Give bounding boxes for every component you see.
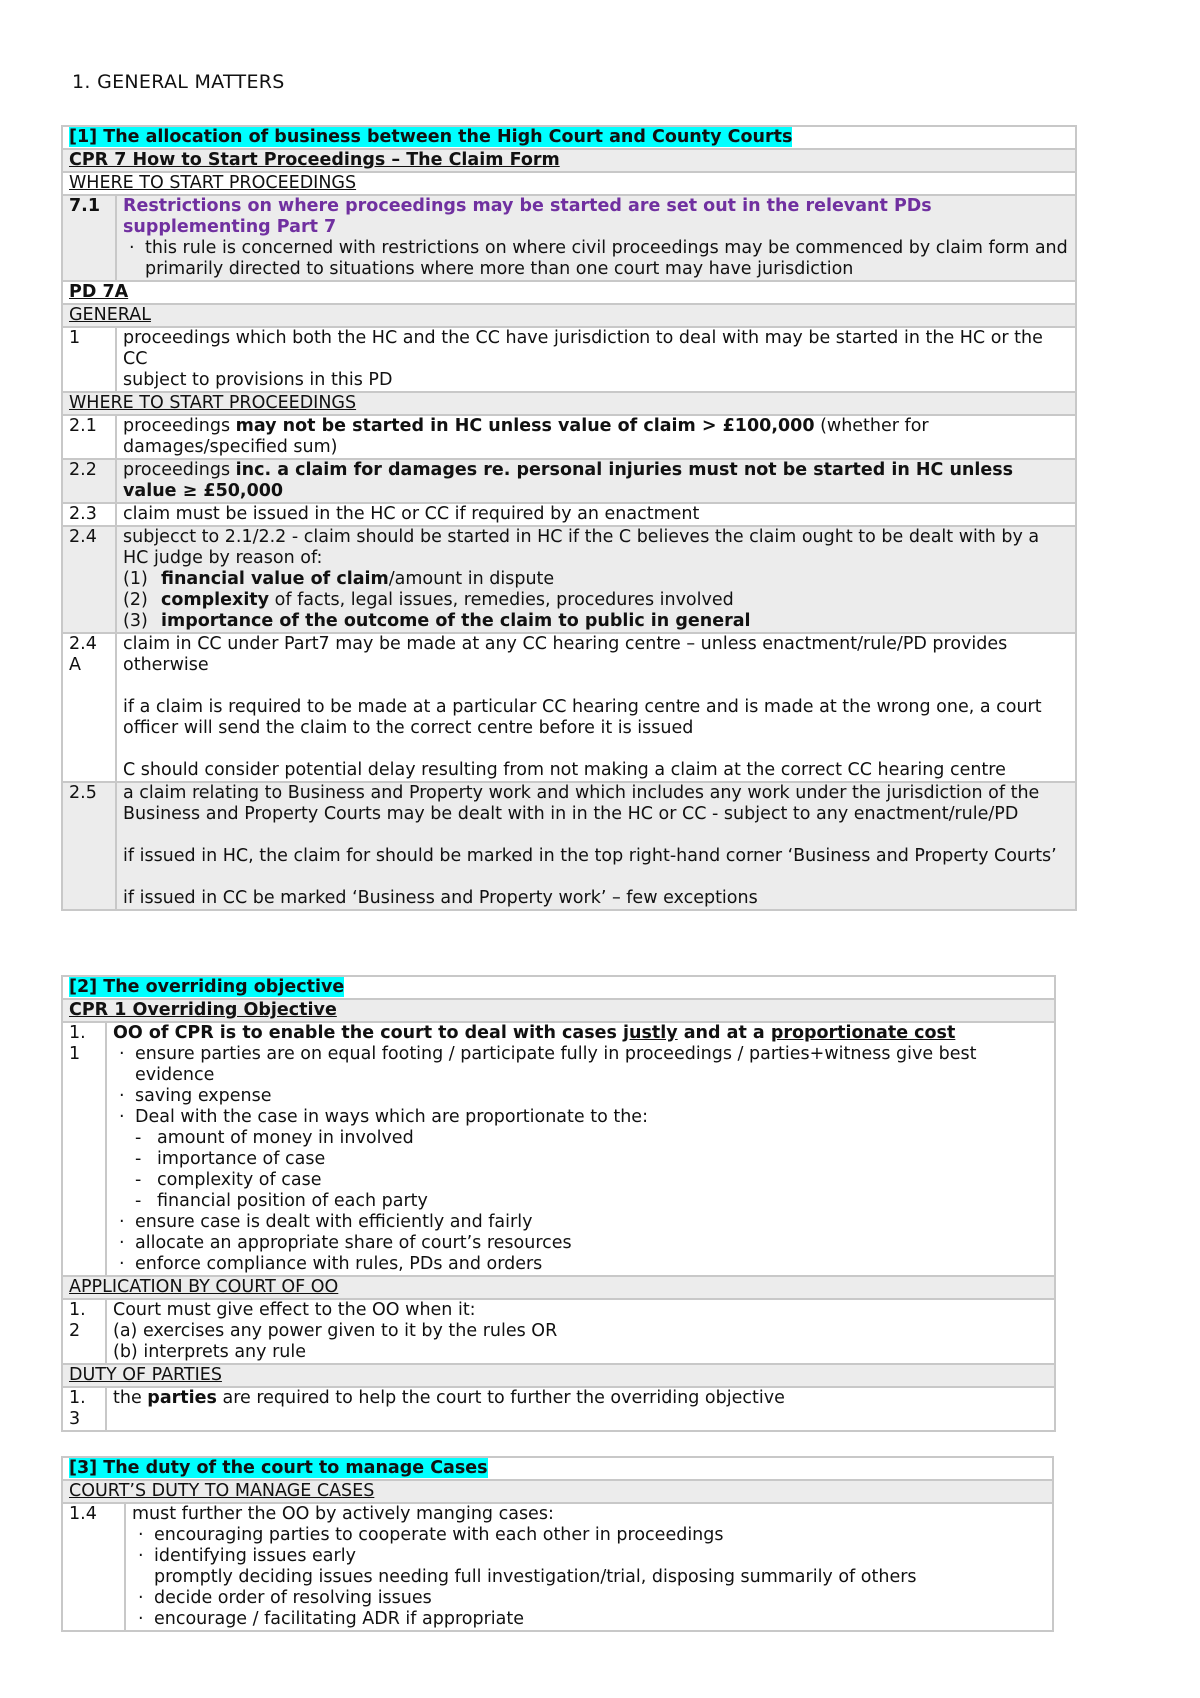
pd-1-line1: proceedings which both the HC and the CC have jurisdiction to deal with may be started in the HC or the CC bbox=[123, 328, 1043, 369]
oo-bullet-3 bbox=[113, 1107, 1048, 1128]
pd-1-num: 1 bbox=[62, 327, 116, 392]
rule-1-1-num: 1. 1 bbox=[62, 1022, 106, 1276]
where-to-start-label-2: WHERE TO START PROCEEDINGS bbox=[62, 392, 1076, 415]
cpr7-title: CPR 7 How to Start Proceedings – The Claim Form bbox=[62, 149, 1076, 172]
pd-2-5-content bbox=[116, 782, 1076, 910]
r13-a: the bbox=[113, 1388, 148, 1408]
pd-1-content bbox=[116, 327, 1076, 392]
pd-2-3-content: claim must be issued in the HC or CC if required by an enactment bbox=[116, 503, 1076, 526]
section-1-heading-cell bbox=[62, 126, 1076, 149]
oo-dash-3: - complexity of case bbox=[113, 1170, 1048, 1191]
section-2-table bbox=[61, 975, 1056, 1432]
pd-2-4a-num: 2.4 A bbox=[62, 633, 116, 782]
rule-1-3-content bbox=[106, 1387, 1055, 1431]
page-title: 1. GENERAL MATTERS bbox=[72, 71, 285, 93]
oo-text-proportionate: proportionate cost bbox=[770, 1023, 956, 1043]
pd-1-line2: subject to provisions in this PD bbox=[123, 370, 393, 390]
manage-bullet-2: · identifying issues early bbox=[132, 1546, 1046, 1567]
pd-2-1-content bbox=[116, 415, 1076, 459]
section-1-table bbox=[61, 125, 1077, 911]
rule-1-4-content bbox=[125, 1503, 1053, 1631]
oo-bullet-5: · allocate an appropriate share of court’s resources bbox=[113, 1233, 1048, 1254]
item-num: (3) bbox=[123, 611, 148, 631]
rule-1-3-num: 1. 3 bbox=[62, 1387, 106, 1431]
pd-2-5-para1: a claim relating to Business and Property work and which includes any work under the jurisdiction of the Business and Property Courts may be dealt with in in the HC or CC - subject to any enactment/rule/PD bbox=[123, 783, 1040, 824]
pd-2-1-num: 2.1 bbox=[62, 415, 116, 459]
manage-plain-line: promptly deciding issues needing full investigation/trial, disposing summarily of others bbox=[154, 1567, 917, 1587]
rule-1-2-line1: Court must give effect to the OO when it: bbox=[113, 1300, 476, 1320]
manage-bullet-4: · encourage / facilitating ADR if appropriate bbox=[132, 1609, 1046, 1630]
item-num: (2) bbox=[123, 590, 148, 610]
oo-dash-1: - amount of money in involved bbox=[113, 1128, 1048, 1149]
item-rest: /amount in dispute bbox=[388, 569, 555, 589]
oo-bullet-3-text: Deal with the case in ways which are proportionate to the: bbox=[135, 1107, 648, 1127]
oo-text-1: OO of CPR is to enable the court to deal with cases bbox=[113, 1023, 623, 1043]
item-num: (1) bbox=[123, 569, 148, 589]
pd7a-title: PD 7A bbox=[62, 281, 1076, 304]
rule-1-1-content bbox=[106, 1022, 1055, 1276]
pd-2-5-para3: if issued in CC be marked ‘Business and Property work’ – few exceptions bbox=[123, 888, 758, 908]
rule-7-1-bullet: · this rule is concerned with restrictions on where civil proceedings may be commenced by claim form and primarily directed to situations where more than one court may have jurisdiction bbox=[123, 238, 1069, 280]
r13-b: parties bbox=[147, 1388, 217, 1408]
section-3-table bbox=[61, 1456, 1054, 1632]
rule-1-2-content bbox=[106, 1299, 1055, 1364]
cpr1-title: CPR 1 Overriding Objective bbox=[62, 999, 1055, 1022]
section-1-heading: [1] The allocation of business between the High Court and County Courts bbox=[69, 127, 793, 147]
pd-2-2-num: 2.2 bbox=[62, 459, 116, 503]
oo-text-3: and at a bbox=[677, 1023, 771, 1043]
pd-2-5-para2: if issued in HC, the claim for should be marked in the top right-hand corner ‘Business and Property Courts’ bbox=[123, 846, 1057, 866]
section-2-heading: [2] The overriding objective bbox=[69, 977, 345, 997]
item-rest: of facts, legal issues, remedies, procedures involved bbox=[269, 590, 734, 610]
rule-7-1-num: 7.1 bbox=[62, 195, 116, 281]
application-label: APPLICATION BY COURT OF OO bbox=[62, 1276, 1055, 1299]
pd-2-4-content bbox=[116, 526, 1076, 633]
manage-bullet-1: · encouraging parties to cooperate with each other in proceedings bbox=[132, 1525, 1046, 1546]
r13-c: are required to help the court to further the overriding objective bbox=[216, 1388, 785, 1408]
item-bold: financial value of claim bbox=[161, 569, 389, 589]
rule-1-2-num: 1. 2 bbox=[62, 1299, 106, 1364]
oo-dash-4: - financial position of each party bbox=[113, 1191, 1048, 1212]
duty-of-parties-label: DUTY OF PARTIES bbox=[62, 1364, 1055, 1387]
pd-2-4a-para1: claim in CC under Part7 may be made at any CC hearing centre – unless enactment/rule/PD provides otherwise bbox=[123, 634, 1008, 675]
rule-1-4-intro: must further the OO by actively manging cases: bbox=[132, 1504, 554, 1524]
pd-2-2-content bbox=[116, 459, 1076, 503]
pd-2-4-num: 2.4 bbox=[62, 526, 116, 633]
pd-2-4-intro: subjecct to 2.1/2.2 - claim should be started in HC if the C believes the claim ought to be dealt with by a HC judge by reason of: bbox=[123, 527, 1040, 568]
item-bold: complexity bbox=[161, 590, 270, 610]
rule-1-4-num: 1.4 bbox=[62, 1503, 125, 1631]
pd-2-4-item-2 bbox=[123, 590, 1069, 611]
general-label: GENERAL bbox=[62, 304, 1076, 327]
pd-2-1-b: may not be started in HC unless value of claim > £100,000 bbox=[235, 416, 815, 436]
pd-2-1-a: proceedings bbox=[123, 416, 236, 436]
rule-7-1-content bbox=[116, 195, 1076, 281]
pd-2-4-item-1 bbox=[123, 569, 1069, 590]
rule-1-2-line2: (a) exercises any power given to it by the rules OR bbox=[113, 1321, 558, 1341]
courts-duty-label: COURT’S DUTY TO MANAGE CASES bbox=[62, 1480, 1053, 1503]
pd-2-2-b: inc. a claim for damages re. personal injuries must not be started in HC unless value ≥ £50,000 bbox=[123, 460, 1014, 501]
where-to-start-label: WHERE TO START PROCEEDINGS bbox=[62, 172, 1076, 195]
pd-2-4-item-3 bbox=[123, 611, 1069, 632]
pd-2-4a-para3: C should consider potential delay resulting from not making a claim at the correct CC hearing centre bbox=[123, 760, 1006, 780]
rule-1-2-line3: (b) interprets any rule bbox=[113, 1342, 306, 1362]
oo-bullet-1: · ensure parties are on equal footing / participate fully in proceedings / parties+witness give best evidence bbox=[113, 1044, 1048, 1086]
rule-7-1-title: Restrictions on where proceedings may be started are set out in the relevant PDs supplementing Part 7 bbox=[123, 196, 932, 237]
oo-bullet-6: · enforce compliance with rules, PDs and orders bbox=[113, 1254, 1048, 1275]
oo-bullet-2: · saving expense bbox=[113, 1086, 1048, 1107]
oo-dash-2: - importance of case bbox=[113, 1149, 1048, 1170]
pd-2-1-c: (whether for damages/specified sum) bbox=[123, 416, 929, 457]
item-bold: importance of the outcome of the claim to public in general bbox=[161, 611, 751, 631]
oo-bullet-4: · ensure case is dealt with efficiently and fairly bbox=[113, 1212, 1048, 1233]
manage-bullet-3: · decide order of resolving issues bbox=[132, 1588, 1046, 1609]
oo-text-justly: justly bbox=[623, 1023, 678, 1043]
pd-2-5-num: 2.5 bbox=[62, 782, 116, 910]
pd-2-3-num: 2.3 bbox=[62, 503, 116, 526]
pd-2-4a-content bbox=[116, 633, 1076, 782]
pd-2-2-a: proceedings bbox=[123, 460, 236, 480]
section-3-heading: [3] The duty of the court to manage Cases bbox=[69, 1458, 488, 1478]
section-3-heading-cell bbox=[62, 1457, 1053, 1480]
rule-1-1-title bbox=[113, 1023, 1048, 1044]
section-2-heading-cell bbox=[62, 976, 1055, 999]
pd-2-4a-para2: if a claim is required to be made at a particular CC hearing centre and is made at the wrong one, a court officer will send the claim to the correct centre before it is issued bbox=[123, 697, 1042, 738]
